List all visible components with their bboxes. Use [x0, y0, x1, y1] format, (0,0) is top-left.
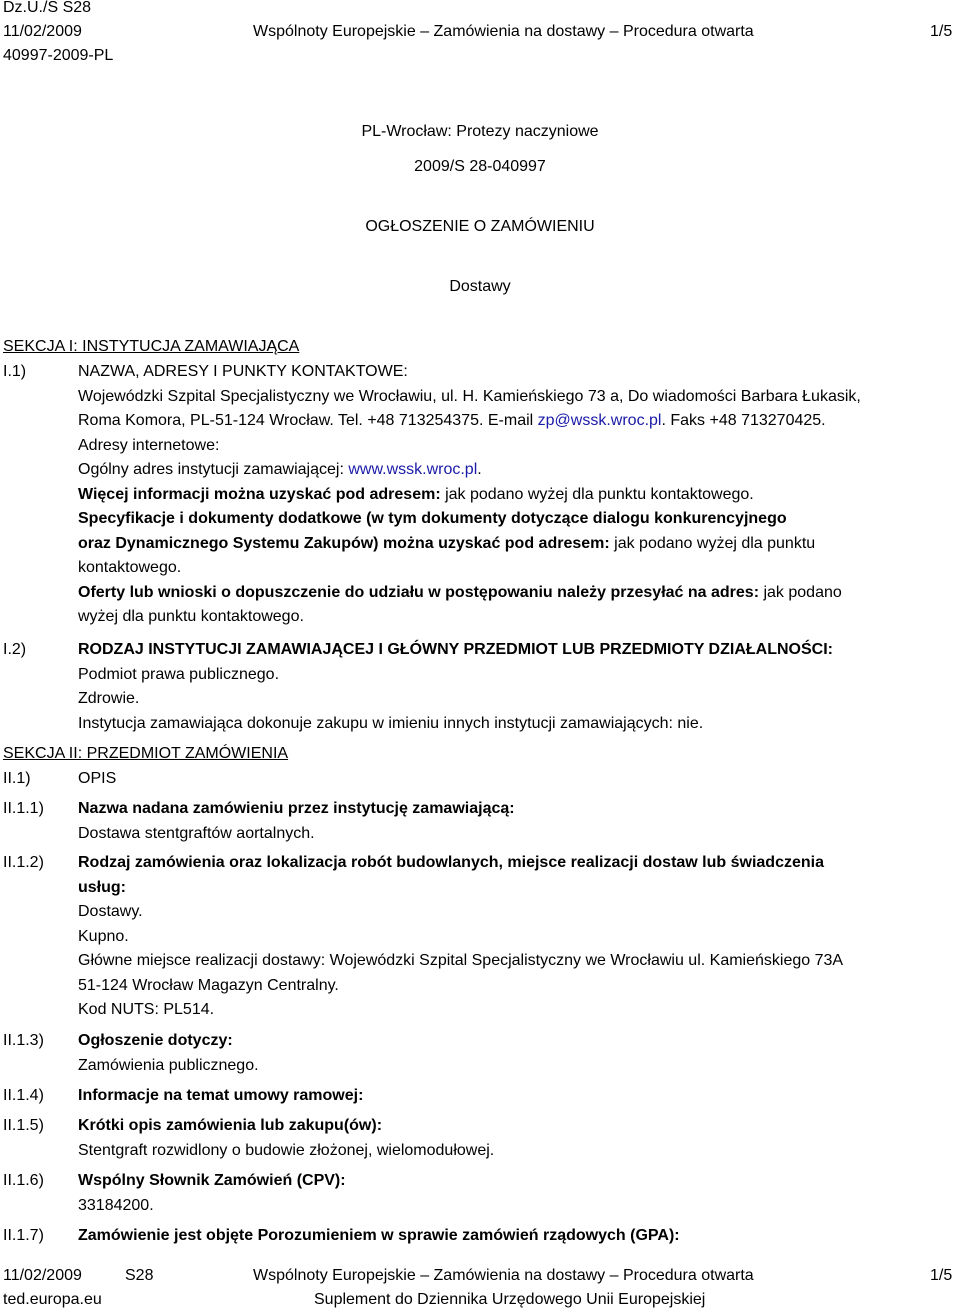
- ii14-number: II.1.4): [3, 1087, 44, 1104]
- i2-line3: Instytucja zamawiająca dokonuje zakupu w imieniu innych instytucji zamawiających: nie.: [78, 714, 704, 732]
- internet-heading: Adresy internetowe:: [78, 436, 220, 454]
- i1-address-line1: Wojewódzki Szpital Specjalistyczny we Wrocławiu, ul. H. Kamieńskiego 73 a, Do wiadomości Barbara Łukasik,: [78, 387, 861, 405]
- footer-publication: Wspólnoty Europejskie – Zamówienia na dostawy – Procedura otwarta: [253, 1267, 754, 1284]
- ii12-line2: Kupno.: [78, 927, 129, 945]
- i1-content: [78, 360, 956, 630]
- ii12-line3: Główne miejsce realizacji dostawy: Wojewódzki Szpital Specjalistyczny we Wrocławiu ul. Kamieńskiego 73A: [78, 952, 844, 969]
- i1-address-line2: Roma Komora, PL-51-124 Wrocław. Tel. +48 713254375. E-mail zp@wssk.wroc.pl. Faks +48 713270425.: [78, 412, 826, 429]
- offers-line2: wyżej dla punktu kontaktowego.: [78, 608, 304, 625]
- notice-type: OGŁOSZENIE O ZAMÓWIENIU: [365, 218, 595, 235]
- i2-heading: RODZAJ INSTYTUCJI ZAMAWIAJĄCEJ I GŁÓWNY PRZEDMIOT LUB PRZEDMIOTY DZIAŁALNOŚCI:: [78, 641, 833, 658]
- ii1-heading: OPIS: [78, 770, 117, 787]
- ii12-line5: Kod NUTS: PL514.: [78, 1001, 215, 1018]
- spec-line1: Specyfikacje i dokumenty dodatkowe (w tym dokumenty dotyczące dialogu konkurencyjnego: [78, 510, 787, 527]
- ii13-heading: Ogłoszenie dotyczy:: [78, 1032, 233, 1049]
- more-info: Więcej informacji można uzyskać pod adresem: jak podano wyżej dla punktu kontaktowego.: [78, 485, 754, 503]
- footer-supplement: Suplement do Dziennika Urzędowego Unii Europejskiej: [314, 1291, 706, 1308]
- ii16-content: [78, 1169, 956, 1218]
- doc-id: 40997-2009-PL: [3, 47, 114, 64]
- section-2-title: SEKCJA II: PRZEDMIOT ZAMÓWIENIA: [3, 745, 289, 762]
- website-link[interactable]: www.wssk.wroc.pl: [348, 461, 478, 478]
- i1-number: I.1): [3, 363, 27, 380]
- ii11-number: II.1.1): [3, 800, 44, 817]
- i2-line1: Podmiot prawa publicznego.: [78, 665, 280, 683]
- footer-issue: S28: [125, 1267, 154, 1284]
- i2-content: [78, 638, 956, 736]
- footer-date: 11/02/2009: [3, 1267, 82, 1284]
- ii15-value: Stentgraft rozwidlony o budowie złożonej, wielomodułowej.: [78, 1141, 495, 1159]
- i1-heading: NAZWA, ADRESY I PUNKTY KONTAKTOWE:: [78, 363, 408, 380]
- ii13-content: [78, 1029, 956, 1078]
- ii11-heading: Nazwa nadana zamówieniu przez instytucję zamawiającą:: [78, 800, 515, 817]
- ii14-heading: Informacje na temat umowy ramowej:: [78, 1087, 364, 1104]
- general-address: Ogólny adres instytucji zamawiającej: www.wssk.wroc.pl.: [78, 461, 482, 478]
- ii12-line4: 51-124 Wrocław Magazyn Centralny.: [78, 976, 339, 994]
- contract-type: Dostawy: [449, 278, 511, 295]
- ii12-number: II.1.2): [3, 854, 44, 871]
- ii1-number: II.1): [3, 770, 31, 787]
- ii15-content: [78, 1114, 956, 1163]
- ii16-value: 33184200.: [78, 1196, 154, 1214]
- ii13-value: Zamówienia publicznego.: [78, 1056, 259, 1074]
- footer-site[interactable]: ted.europa.eu: [3, 1291, 102, 1308]
- offers-line1: Oferty lub wnioski o dopuszczenie do udziału w postępowaniu należy przesyłać na adres: jak podano: [78, 583, 842, 601]
- header-date: 11/02/2009: [3, 23, 82, 40]
- header-page: 1/5: [930, 23, 953, 40]
- notice-number: 2009/S 28-040997: [414, 158, 546, 175]
- notice-title: PL-Wrocław: Protezy naczyniowe: [361, 123, 599, 140]
- ii17-heading: Zamówienie jest objęte Porozumieniem w sprawie zamówień rządowych (GPA):: [78, 1227, 680, 1244]
- footer-page: 1/5: [930, 1267, 953, 1284]
- ii11-value: Dostawa stentgraftów aortalnych.: [78, 824, 315, 842]
- ii16-number: II.1.6): [3, 1172, 44, 1189]
- email-link[interactable]: zp@wssk.wroc.pl: [537, 412, 662, 429]
- ii12-heading-line2: usług:: [78, 878, 126, 896]
- ii16-heading: Wspólny Słownik Zamówień (CPV):: [78, 1172, 346, 1189]
- ii15-number: II.1.5): [3, 1117, 44, 1134]
- i2-number: I.2): [3, 641, 27, 658]
- ii13-number: II.1.3): [3, 1032, 44, 1049]
- ii17-number: II.1.7): [3, 1227, 44, 1244]
- ii11-content: [78, 797, 956, 846]
- section-1-title: SEKCJA I: INSTYTUCJA ZAMAWIAJĄCA: [3, 338, 300, 355]
- spec-line2: oraz Dynamicznego Systemu Zakupów) można uzyskać pod adresem: jak podano wyżej dla punktu: [78, 534, 816, 552]
- journal-ref: Dz.U./S S28: [3, 0, 92, 16]
- ii12-content: [78, 851, 956, 1023]
- ii12-line1: Dostawy.: [78, 903, 143, 920]
- spec-line3: kontaktowego.: [78, 559, 182, 576]
- i2-line2: Zdrowie.: [78, 690, 140, 707]
- header-publication: Wspólnoty Europejskie – Zamówienia na dostawy – Procedura otwarta: [253, 23, 754, 40]
- ii12-heading-line1: Rodzaj zamówienia oraz lokalizacja robót budowlanych, miejsce realizacji dostaw lub świadczenia: [78, 854, 824, 871]
- ii15-heading: Krótki opis zamówienia lub zakupu(ów):: [78, 1117, 383, 1134]
